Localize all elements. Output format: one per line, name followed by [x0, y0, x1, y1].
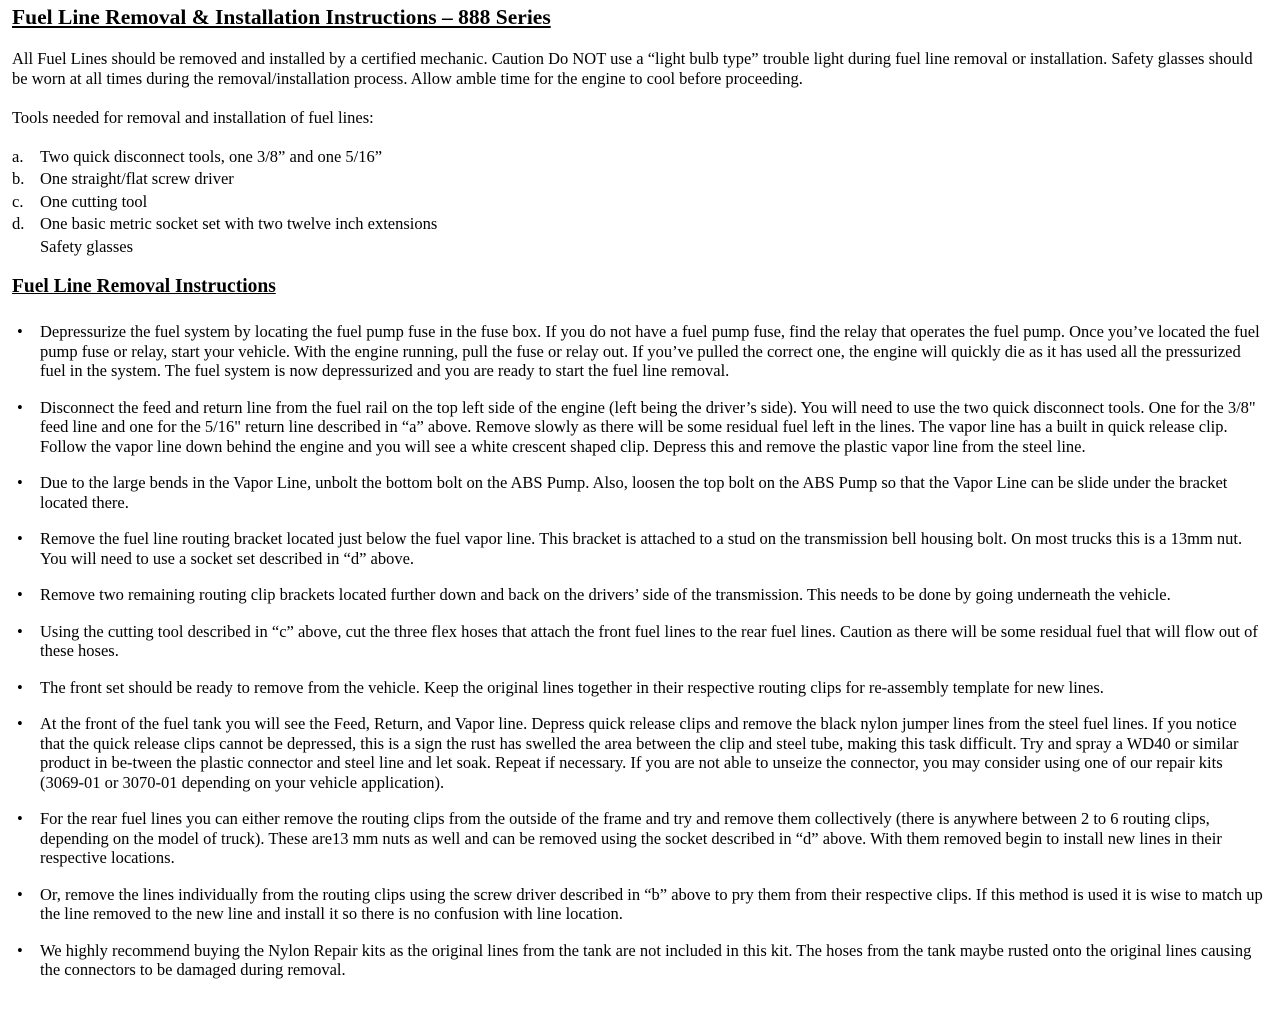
tool-text: One basic metric socket set with two twelve inch extensions — [40, 214, 438, 233]
bullet-icon: • — [17, 884, 23, 904]
list-item — [12, 678, 1266, 698]
step-text: Remove two remaining routing clip brackets located further down and back on the drivers’ side of the transmission. This needs to be done by going underneath the vehicle. — [40, 585, 1171, 604]
tools-list — [12, 147, 1266, 257]
list-item — [12, 885, 1266, 924]
tool-letter: d. — [12, 214, 25, 233]
list-item — [12, 714, 1266, 792]
tool-text: Two quick disconnect tools, one 3/8” and one 5/16” — [40, 146, 383, 166]
step-text: Or, remove the lines individually from the routing clips using the screw driver described in “b” above to pry them from their respective clips. If this method is used it is wise to match up the line removed to the new line and install it so there is no confusion with line location. — [40, 884, 1263, 923]
tool-text: Safety glasses — [40, 236, 134, 256]
bullet-icon: • — [17, 714, 23, 733]
step-text: We highly recommend buying the Nylon Repair kits as the original lines from the tank are not included in this kit. The hoses from the tank maybe rusted onto the original lines causing the connectors to be damaged during removal. — [40, 940, 1252, 979]
list-item — [12, 809, 1266, 868]
step-text: Depressurize the fuel system by locating the fuel pump fuse in the fuse box. If you do not have a fuel pump fuse, find the relay that operates the fuel pump. Once you’ve located the fuel pump fuse or relay, start your vehicle. With the engine running, pull the fuse or relay out. If you’ve pulled the correct one, the engine will quickly die as it has used all the pressurized fuel in the system. The fuel system is now depressurized and you are ready to start the fuel line removal. — [40, 322, 1260, 380]
list-item — [12, 622, 1266, 661]
step-text: Remove the fuel line routing bracket located just below the fuel vapor line. This bracket is attached to a stud on the transmission bell housing bolt. On most trucks this is a 13mm nut. You will need to use a socket set described in “d” above. — [40, 529, 1243, 568]
intro-paragraph: All Fuel Lines should be removed and installed by a certified mechanic. Caution Do NOT use a “light bulb type” trouble light during fuel line removal or installation. Safety glasses should be worn at all times during the removal/installation process. Allow amble time for the engine to cool before proceeding. — [12, 49, 1253, 88]
list-item — [12, 322, 1266, 381]
tool-item — [12, 237, 1266, 257]
tool-item — [12, 214, 1266, 234]
step-text: Due to the large bends in the Vapor Line, unbolt the bottom bolt on the ABS Pump. Also, loosen the top bolt on the ABS Pump so that the Vapor Line can be slide under the bracket located there. — [40, 473, 1228, 512]
tool-letter: c. — [12, 191, 24, 211]
bullet-icon: • — [17, 621, 23, 641]
tool-letter: a. — [12, 146, 24, 166]
step-text: At the front of the fuel tank you will see the Feed, Return, and Vapor line. Depress quick release clips and remove the black nylon jumper lines from the steel fuel lines. If you notice that the quick release clips cannot be depressed, this is a sign the rust has swelled the area between the clip and steel tube, making this task difficult. Try and spray a WD40 or similar product in be-tween the plastic connector and steel line and let soak. Repeat if necessary. If you are not able to unseize the connector, you may consider using one of our repair kits (3069-01 or 3070-01 depending on your vehicle application). — [40, 714, 1239, 792]
tool-item — [12, 169, 1266, 189]
steps-list — [12, 322, 1266, 980]
bullet-icon: • — [17, 473, 23, 492]
bullet-icon: • — [17, 585, 23, 604]
step-text: Using the cutting tool described in “c” above, cut the three flex hoses that attach the front fuel lines to the rear fuel lines. Caution as there will be some residual fuel that will flow out of these hoses. — [40, 621, 1258, 660]
page-title: Fuel Line Removal & Installation Instructions – 888 Series — [12, 5, 551, 29]
tool-item — [12, 192, 1266, 212]
bullet-icon: • — [17, 397, 23, 417]
bullet-icon: • — [17, 809, 23, 828]
tool-letter: b. — [12, 169, 25, 188]
tool-text: One cutting tool — [40, 191, 148, 211]
step-text: Disconnect the feed and return line from the fuel rail on the top left side of the engine (left being the driver’s side). You will need to use the two quick disconnect tools. One for the 3/8" feed line and one for the 5/16" return line described in “a” above. Remove slowly as there will be some residual fuel left in the lines. The vapor line has a built in quick release clip. Follow the vapor line down behind the engine and you will see a white crescent shaped clip. Depress this and remove the plastic vapor line from the steel line. — [40, 397, 1256, 456]
list-item — [12, 585, 1266, 605]
tools-intro-paragraph: Tools needed for removal and installation of fuel lines: — [12, 108, 374, 127]
list-item — [12, 398, 1266, 457]
step-text: The front set should be ready to remove from the vehicle. Keep the original lines together in their respective routing clips for re-assembly template for new lines. — [40, 677, 1104, 697]
section-heading: Fuel Line Removal Instructions — [12, 276, 276, 297]
list-item — [12, 941, 1266, 980]
tool-letter — [12, 237, 40, 257]
bullet-icon: • — [17, 322, 23, 341]
bullet-icon: • — [17, 940, 23, 960]
step-text: For the rear fuel lines you can either remove the routing clips from the outside of the frame and try and remove them collectively (there is anywhere between 2 to 6 routing clips, depending on the model of truck). These are13 mm nuts as well and can be removed using the socket described in “d” above. With them removed begin to install new lines in their respective locations. — [40, 809, 1222, 867]
tool-item — [12, 147, 1266, 167]
list-item — [12, 529, 1266, 568]
tool-text: One straight/flat screw driver — [40, 169, 234, 188]
bullet-icon: • — [17, 529, 23, 548]
list-item — [12, 473, 1266, 512]
bullet-icon: • — [17, 677, 23, 697]
